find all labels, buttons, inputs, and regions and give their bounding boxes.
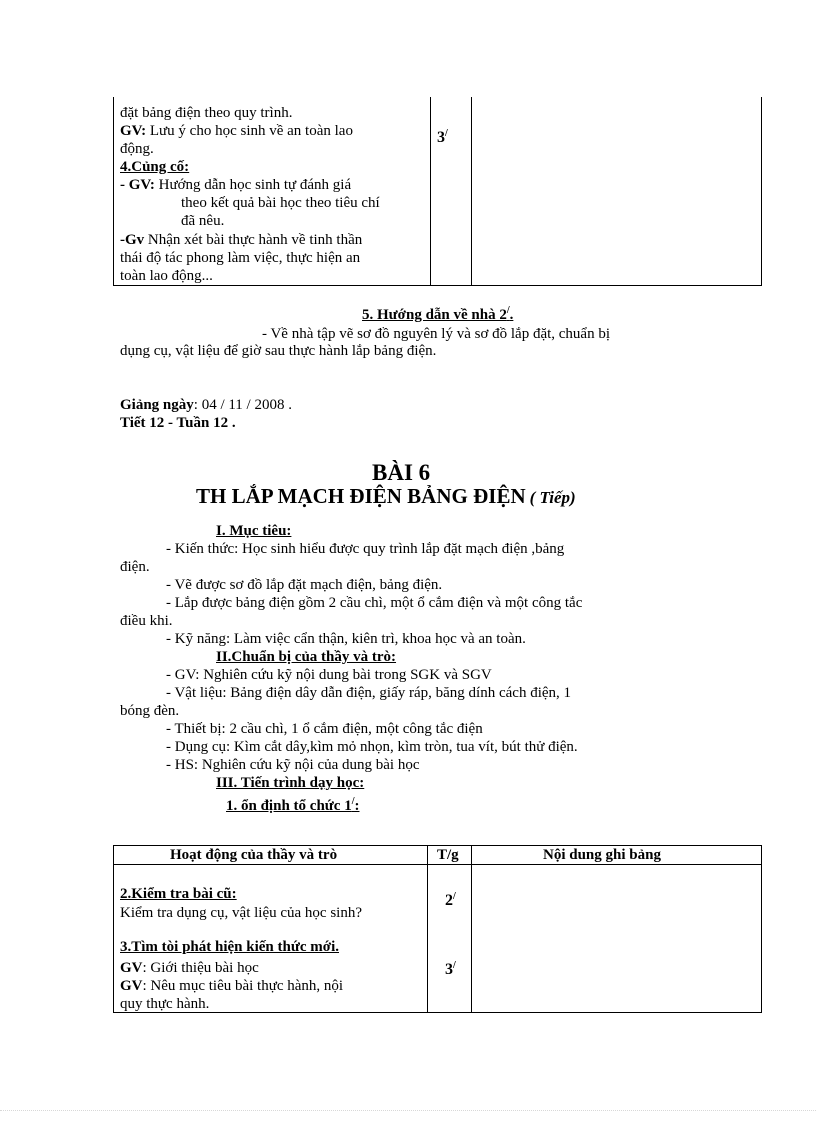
- page-break-line: [0, 1110, 816, 1111]
- gv-label: GV:: [120, 123, 147, 139]
- lesson-title-text: TH LẮP MẠCH ĐIỆN BẢNG ĐIỆN: [196, 484, 526, 508]
- table-row: [120, 178, 351, 193]
- objectives-heading: I. Mục tiêu:: [216, 523, 292, 539]
- row-text: Hướng dẫn học sinh tự đánh giá: [158, 177, 352, 193]
- prep-heading: II.Chuẩn bị của thầy và trò:: [216, 649, 397, 665]
- time-mark: /: [445, 128, 448, 139]
- time-value: 2: [445, 892, 453, 909]
- table-row: thái độ tác phong làm việc, thực hiện an: [120, 250, 361, 266]
- section-heading: 3.Tìm tòi phát hiện kiến thức mới.: [120, 939, 339, 955]
- row-text: : Giới thiệu bài học: [142, 960, 259, 976]
- prep-line: - Vật liệu: Bảng điện dây dẫn điện, giấy ráp, băng dính cách điện, 1: [166, 685, 572, 701]
- prep-line: bóng đèn.: [120, 703, 180, 719]
- section-heading: 2.Kiểm tra bài cũ:: [120, 886, 237, 902]
- table-row: động.: [120, 141, 154, 157]
- table-header-line: [114, 864, 761, 865]
- homework-heading: [362, 303, 513, 323]
- time-cell: [445, 889, 456, 908]
- table-row: [120, 979, 343, 994]
- column-header-activities: Hoạt động của thầy và trò: [170, 847, 338, 863]
- table-row: [120, 961, 259, 976]
- row-text: Lưu ý cho học sinh về an toàn lao: [149, 123, 353, 139]
- objective-line: - Vẽ được sơ đồ lắp đặt mạch điện, bảng điện.: [166, 577, 443, 593]
- table-divider: [430, 97, 431, 285]
- column-header-time: T/g: [437, 847, 459, 863]
- objective-line: - Lắp được bảng điện gồm 2 cầu chì, một ổ cắm điện và một công tắc: [166, 595, 583, 611]
- heading-mark: /: [506, 305, 510, 316]
- time-cell: [437, 126, 448, 145]
- time-value: 3: [437, 129, 445, 146]
- homework-heading-text: 5. Hướng dẫn về nhà 2: [362, 307, 507, 323]
- lesson-title: [196, 484, 576, 509]
- prep-line: - Thiết bị: 2 cầu chì, 1 ổ cắm điện, một công tắc điện: [166, 721, 483, 737]
- table-divider: [471, 97, 472, 285]
- gv-label: GV: [120, 978, 143, 994]
- column-header-content: Nội dung ghi bảng: [543, 847, 661, 863]
- gv-label: - GV:: [120, 177, 155, 193]
- table-row: toàn lao động...: [120, 268, 213, 284]
- process-sub-text: 1. ổn định tổ chức 1: [226, 798, 352, 814]
- prep-line: - HS: Nghiên cứu kỹ nội của dung bài học: [166, 757, 420, 773]
- objective-line: điều khi.: [120, 613, 173, 629]
- time-mark: /: [453, 960, 456, 971]
- process-heading: III. Tiến trình dạy học:: [216, 775, 365, 791]
- table-divider: [471, 846, 472, 1012]
- row-text: : Nêu mục tiêu bài thực hành, nội: [142, 978, 344, 994]
- lesson-title-suffix: ( Tiếp): [529, 488, 576, 507]
- prep-line: - Dụng cụ: Kìm cắt dây,kìm mỏ nhọn, kìm tròn, tua vít, bút thử điện.: [166, 739, 578, 755]
- heading-end: .: [509, 307, 514, 323]
- teaching-date: [120, 398, 292, 413]
- process-sub-mark: /: [351, 796, 355, 807]
- row-text: Nhận xét bài thực hành về tinh thần: [147, 232, 363, 248]
- objective-line: điện.: [120, 559, 150, 575]
- prep-line: - GV: Nghiên cứu kỹ nội dung bài trong SGK và SGV: [166, 667, 492, 683]
- period-info: Tiết 12 - Tuần 12 .: [120, 415, 236, 431]
- time-value: 3: [445, 961, 453, 978]
- table-row: Kiểm tra dụng cụ, vật liệu của học sinh?: [120, 905, 363, 921]
- time-mark: /: [453, 891, 456, 902]
- process-subheading: [226, 794, 359, 814]
- date-label: Giảng ngày: [120, 397, 194, 413]
- objective-line: - Kiến thức: Học sinh hiểu được quy trình lắp đặt mạch điện ,bảng: [166, 541, 565, 557]
- time-cell: [445, 958, 456, 977]
- table-row: đặt bảng điện theo quy trình.: [120, 105, 293, 121]
- gv-label: GV: [120, 960, 143, 976]
- objective-line: - Kỹ năng: Làm việc cẩn thận, kiên trì, khoa học và an toàn.: [166, 631, 526, 647]
- table-row: [120, 124, 353, 139]
- homework-line: dụng cụ, vật liệu để giờ sau thực hành lắp bảng điện.: [120, 343, 437, 359]
- table-row: theo kết quả bài học theo tiêu chí: [181, 195, 380, 211]
- process-sub-end: :: [354, 798, 360, 814]
- homework-line: - Về nhà tập vẽ sơ đồ nguyên lý và sơ đồ lắp đặt, chuẩn bị: [262, 326, 611, 342]
- table-divider: [427, 846, 428, 1012]
- table-row: quy thực hành.: [120, 996, 210, 1012]
- lesson-number: BÀI 6: [372, 460, 431, 485]
- table-row: đã nêu.: [181, 213, 225, 229]
- date-value: : 04 / 11 / 2008 .: [193, 397, 292, 413]
- gv-label: -Gv: [120, 232, 145, 248]
- table-row: [120, 233, 362, 248]
- section-heading: 4.Củng cố:: [120, 159, 190, 175]
